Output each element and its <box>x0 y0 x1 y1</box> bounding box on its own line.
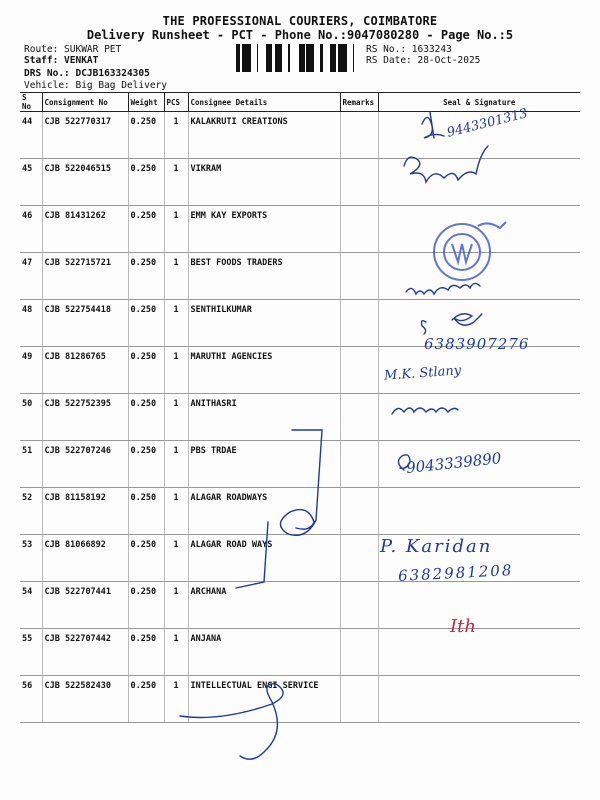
cell-consignment-no: CJB 522707441 <box>42 582 128 629</box>
cell-remarks <box>340 206 378 253</box>
barcode-bar <box>308 44 311 72</box>
cell-weight: 0.250 <box>128 394 164 441</box>
cell-pcs: 1 <box>164 488 188 535</box>
barcode-bar <box>248 44 251 72</box>
barcode-bar <box>300 44 302 72</box>
cell-sno: 44 <box>20 112 42 159</box>
handwritten-signature-row50: M.K. Stlany <box>383 363 462 384</box>
cell-consignment-no: CJB 81286765 <box>42 347 128 394</box>
barcode-bar <box>311 44 312 72</box>
cell-consignee: INTELLECTUAL ENGI SERVICE <box>188 676 340 723</box>
cell-pcs: 1 <box>164 206 188 253</box>
barcode-bar <box>312 44 314 72</box>
col-consignment-no: Consignment No <box>42 93 128 112</box>
cell-pcs: 1 <box>164 441 188 488</box>
cell-weight: 0.250 <box>128 206 164 253</box>
cell-consignee: ALAGAR ROADWAYS <box>188 488 340 535</box>
cell-sno: 53 <box>20 535 42 582</box>
barcode-bar <box>299 44 300 72</box>
cell-consignee: KALAKRUTI CREATIONS <box>188 112 340 159</box>
cell-remarks <box>340 300 378 347</box>
cell-weight: 0.250 <box>128 582 164 629</box>
cell-consignee: VIKRAM <box>188 159 340 206</box>
vehicle-label: Vehicle: Big Bag Delivery <box>24 80 167 91</box>
cell-pcs: 1 <box>164 300 188 347</box>
cell-sno: 49 <box>20 347 42 394</box>
cell-consignment-no: CJB 522752395 <box>42 394 128 441</box>
cell-weight: 0.250 <box>128 347 164 394</box>
cell-remarks <box>340 112 378 159</box>
cell-remarks <box>340 535 378 582</box>
cell-weight: 0.250 <box>128 112 164 159</box>
barcode <box>236 44 360 72</box>
cell-remarks <box>340 347 378 394</box>
barcode-bar <box>242 44 245 72</box>
cell-consignee: BEST FOODS TRADERS <box>188 253 340 300</box>
cell-sno: 54 <box>20 582 42 629</box>
cell-consignee: PBS TRDAE <box>188 441 340 488</box>
cell-weight: 0.250 <box>128 629 164 676</box>
cell-signature <box>378 676 580 723</box>
cell-consignment-no: CJB 522582430 <box>42 676 128 723</box>
cell-remarks <box>340 441 378 488</box>
barcode-bar <box>245 44 246 72</box>
table-row <box>20 347 580 394</box>
barcode-bar <box>332 44 335 72</box>
cell-pcs: 1 <box>164 253 188 300</box>
barcode-bar <box>288 44 290 72</box>
handwritten-phone-row52: 9043339890 <box>405 449 503 477</box>
cell-remarks <box>340 676 378 723</box>
cell-consignment-no: CJB 522715721 <box>42 253 128 300</box>
runsheet-subtitle: Delivery Runsheet - PCT - Phone No.:9047080280 - Page No.:5 <box>86 28 514 42</box>
table-row <box>20 159 580 206</box>
cell-remarks <box>340 159 378 206</box>
table-row <box>20 629 580 676</box>
runsheet-table <box>20 92 580 723</box>
barcode-bar <box>257 44 258 72</box>
handwritten-signature-row54: P. Karidan <box>380 536 493 557</box>
cell-weight: 0.250 <box>128 488 164 535</box>
barcode-bar <box>302 44 305 72</box>
cell-consignment-no: CJB 522754418 <box>42 300 128 347</box>
handwritten-initials-row56: Ith <box>450 616 476 637</box>
cell-weight: 0.250 <box>128 441 164 488</box>
route-label: Route: SUKWAR PET <box>24 44 122 55</box>
cell-sno: 46 <box>20 206 42 253</box>
barcode-bar <box>276 44 278 72</box>
cell-consignee: ANITHASRI <box>188 394 340 441</box>
cell-consignment-no: CJB 522046515 <box>42 159 128 206</box>
cell-consignment-no: CJB 522770317 <box>42 112 128 159</box>
cell-sno: 48 <box>20 300 42 347</box>
barcode-bar <box>269 44 270 72</box>
cell-sno: 50 <box>20 394 42 441</box>
cell-consignment-no: CJB 522707442 <box>42 629 128 676</box>
col-sno: S No <box>20 93 42 112</box>
barcode-bar <box>306 44 308 72</box>
cell-signature <box>378 582 580 629</box>
cell-consignee: SENTHILKUMAR <box>188 300 340 347</box>
barcode-bar <box>335 44 336 72</box>
cell-sno: 47 <box>20 253 42 300</box>
cell-consignment-no: CJB 522707246 <box>42 441 128 488</box>
col-remarks: Remarks <box>340 93 378 112</box>
cell-pcs: 1 <box>164 347 188 394</box>
barcode-bar <box>236 44 239 72</box>
cell-consignee: MARUTHI AGENCIES <box>188 347 340 394</box>
company-seal-stamp <box>428 216 512 286</box>
company-title: THE PROFESSIONAL COURIERS, COIMBATORE <box>162 14 438 28</box>
cell-remarks <box>340 394 378 441</box>
table-row <box>20 676 580 723</box>
barcode-bar <box>342 44 344 72</box>
barcode-bar <box>281 44 282 72</box>
barcode-bar <box>246 44 248 72</box>
table-row <box>20 394 580 441</box>
cell-sno: 51 <box>20 441 42 488</box>
cell-consignee: ARCHANA <box>188 582 340 629</box>
barcode-bar <box>353 44 354 72</box>
cell-pcs: 1 <box>164 629 188 676</box>
rs-number: RS No.: 1633243 <box>366 44 452 55</box>
cell-remarks <box>340 582 378 629</box>
cell-weight: 0.250 <box>128 159 164 206</box>
cell-consignment-no: CJB 81066892 <box>42 535 128 582</box>
cell-pcs: 1 <box>164 159 188 206</box>
cell-consignee: EMM KAY EXPORTS <box>188 206 340 253</box>
cell-signature <box>378 159 580 206</box>
barcode-bar <box>330 44 332 72</box>
barcode-bar <box>320 44 323 72</box>
cell-pcs: 1 <box>164 676 188 723</box>
cell-pcs: 1 <box>164 394 188 441</box>
col-consignee: Consignee Details <box>188 93 340 112</box>
cell-weight: 0.250 <box>128 535 164 582</box>
barcode-bar <box>341 44 342 72</box>
handwritten-phone-row49: 6383907276 <box>424 335 530 353</box>
handwritten-phone-row55: 6382981208 <box>397 560 514 586</box>
barcode-bar <box>278 44 281 72</box>
cell-pcs: 1 <box>164 112 188 159</box>
cell-sno: 52 <box>20 488 42 535</box>
cell-signature <box>378 394 580 441</box>
cell-signature <box>378 488 580 535</box>
col-pcs: PCS <box>164 93 188 112</box>
cell-weight: 0.250 <box>128 676 164 723</box>
cell-signature <box>378 629 580 676</box>
table-row <box>20 582 580 629</box>
table-row <box>20 488 580 535</box>
handwritten-phone-row44: 9443301313 <box>445 106 530 141</box>
cell-consignee: ANJANA <box>188 629 340 676</box>
cell-sno: 56 <box>20 676 42 723</box>
barcode-bar <box>270 44 272 72</box>
cell-remarks <box>340 488 378 535</box>
barcode-bar <box>344 44 347 72</box>
table-header-row <box>20 93 580 112</box>
cell-weight: 0.250 <box>128 253 164 300</box>
barcode-bar <box>275 44 276 72</box>
rs-date: RS Date: 28-Oct-2025 <box>366 55 481 66</box>
barcode-bar <box>239 44 240 72</box>
staff-label: Staff: VENKAT <box>24 55 99 66</box>
cell-sno: 45 <box>20 159 42 206</box>
cell-sno: 55 <box>20 629 42 676</box>
cell-pcs: 1 <box>164 582 188 629</box>
barcode-bar <box>266 44 269 72</box>
cell-consignment-no: CJB 81431262 <box>42 206 128 253</box>
cell-consignment-no: CJB 81158192 <box>42 488 128 535</box>
cell-remarks <box>340 629 378 676</box>
drs-number: DRS No.: DCJB163324305 <box>24 68 150 79</box>
col-seal-signature: Seal & Signature <box>378 93 580 112</box>
cell-consignee: ALAGAR ROAD WAYS <box>188 535 340 582</box>
cell-remarks <box>340 253 378 300</box>
col-weight: Weight <box>128 93 164 112</box>
cell-weight: 0.250 <box>128 300 164 347</box>
barcode-bar <box>338 44 341 72</box>
cell-pcs: 1 <box>164 535 188 582</box>
